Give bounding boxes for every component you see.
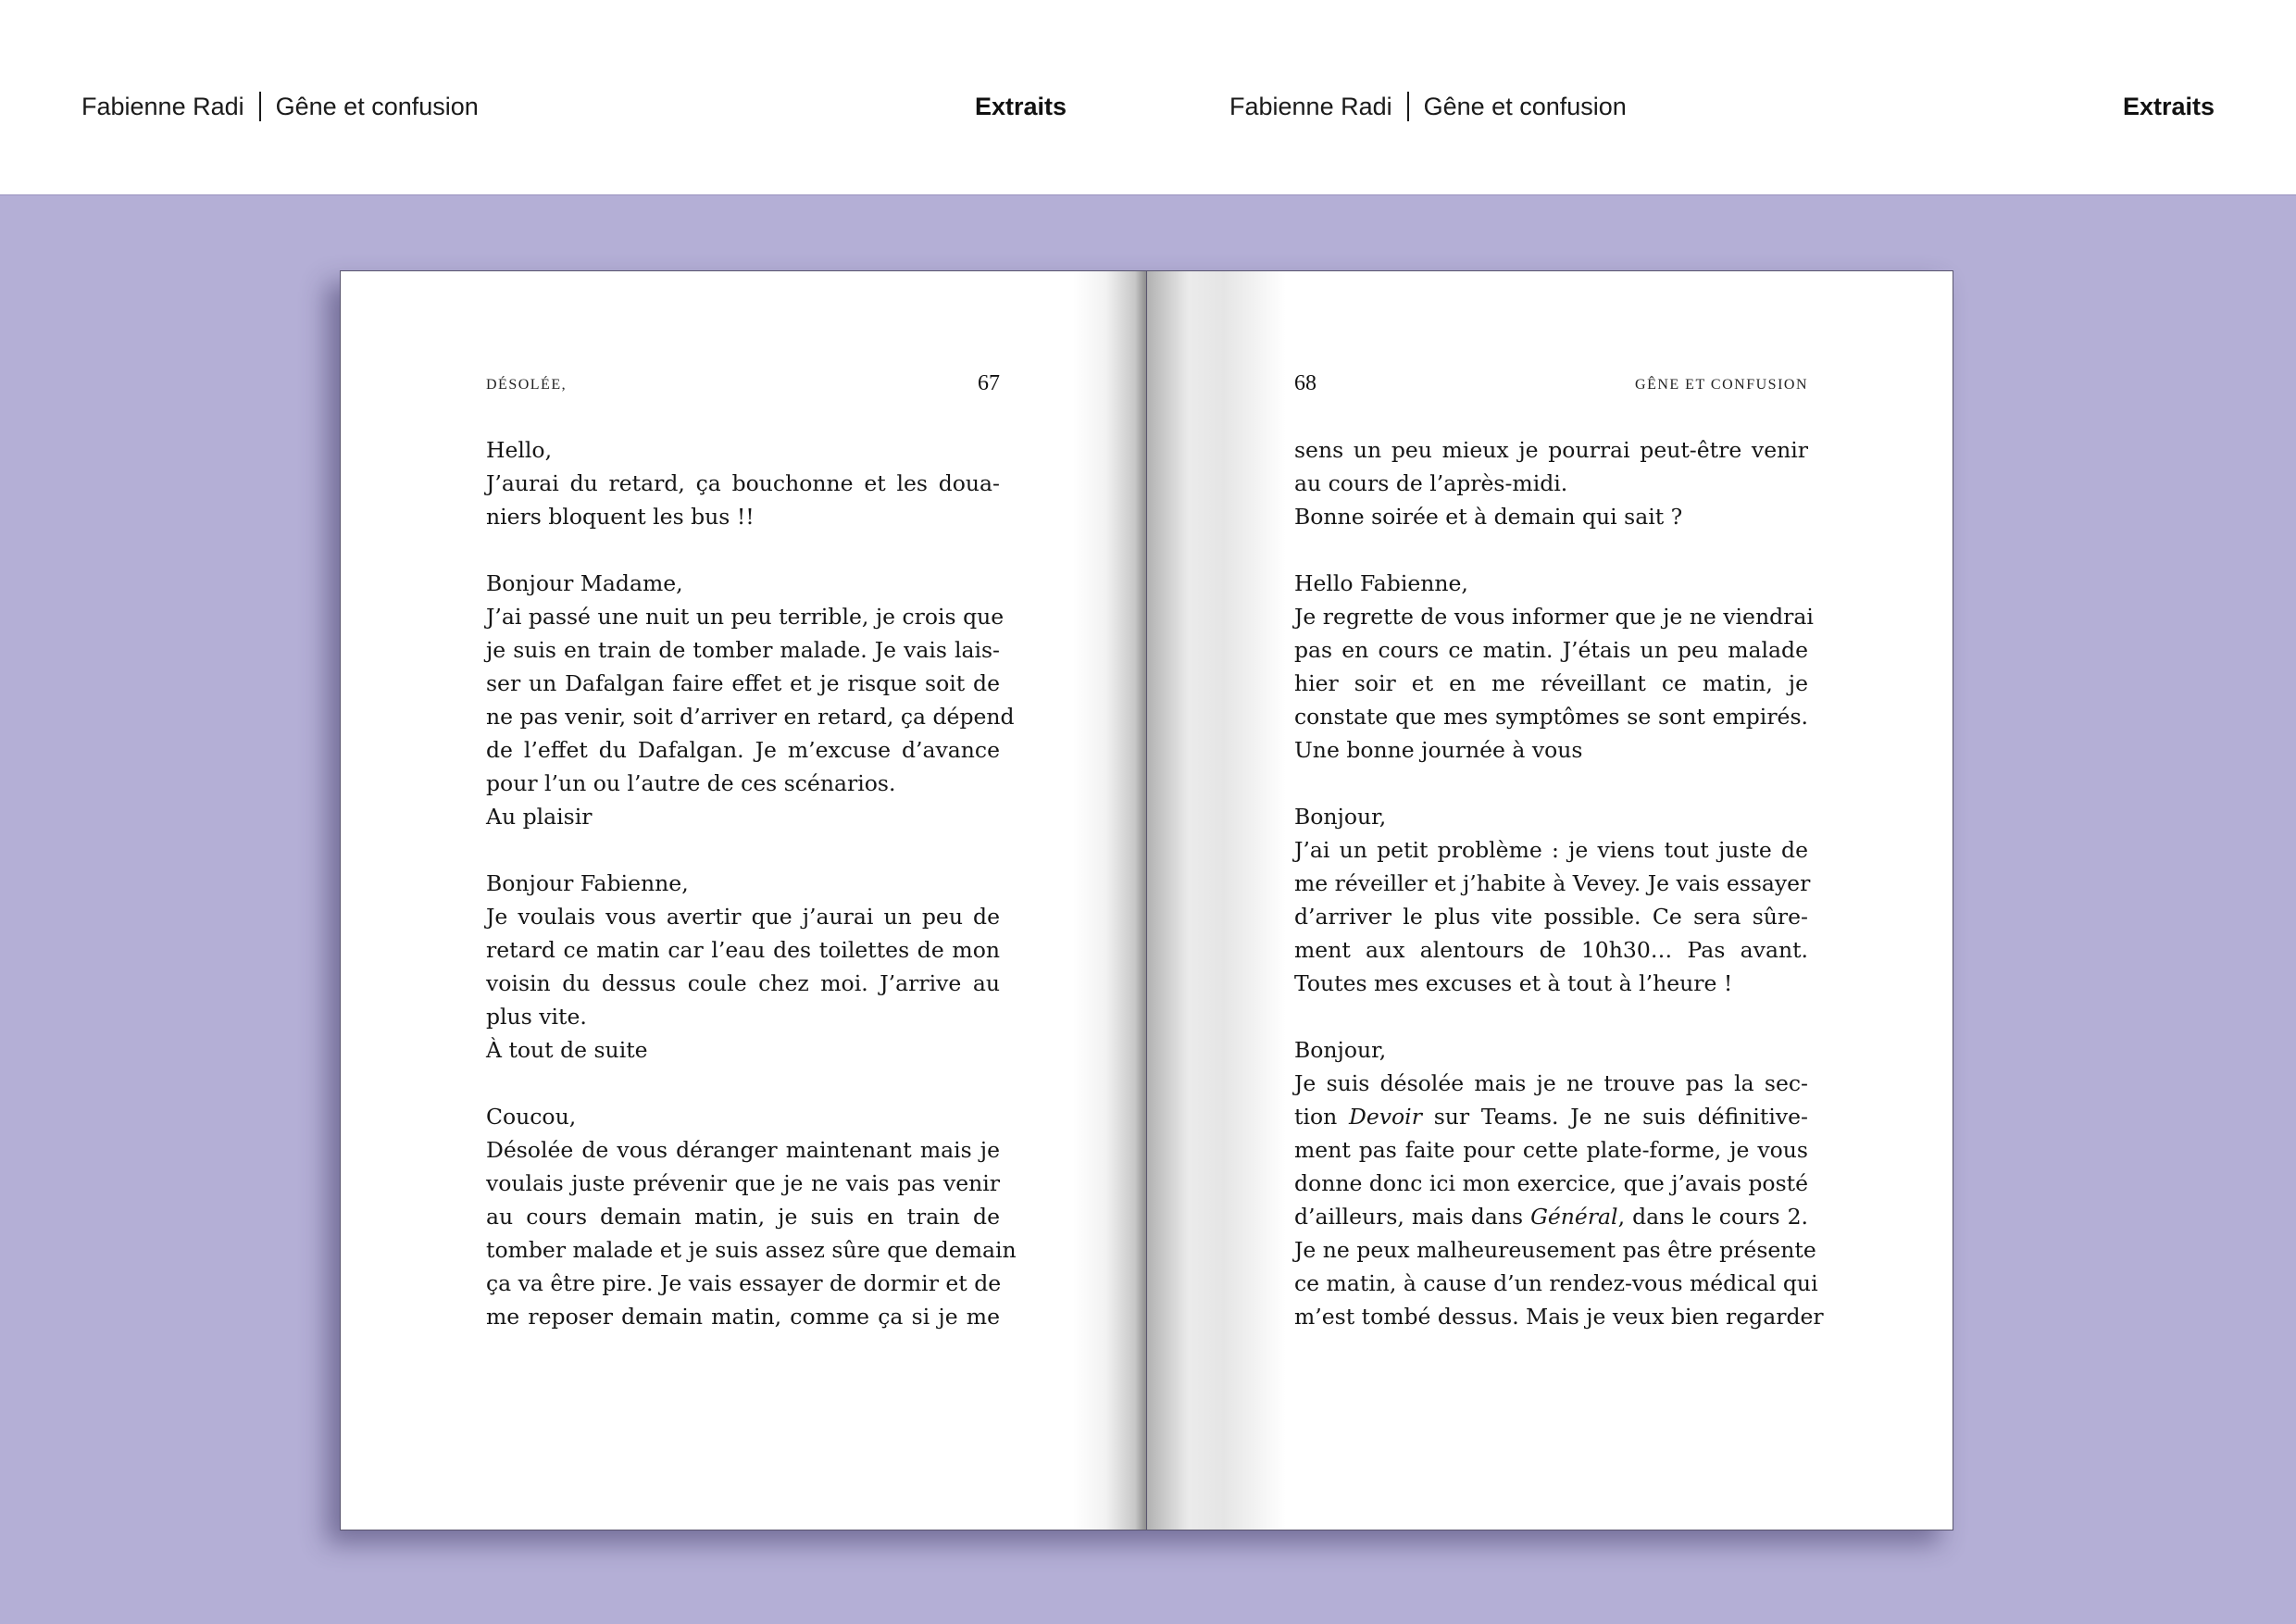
running-title: DÉSOLÉE,: [486, 377, 568, 393]
text-line: plus vite.: [486, 1004, 587, 1030]
left-page: [340, 270, 1147, 1530]
breadcrumb-left: [81, 88, 479, 125]
text-line: Désolée de vous déranger maintenant mais je: [486, 1137, 1000, 1163]
text-line: voisin du dessus coule chez moi. J’arrive au: [486, 970, 1000, 996]
text-line: Je ne peux malheureusement pas être présente: [1294, 1237, 1816, 1263]
text-line: Hello,: [486, 437, 553, 463]
page-text: [486, 433, 1017, 1333]
text-line: au cours demain matin, je suis en train de: [486, 1204, 1000, 1230]
text-line: hier soir et en me réveillant ce matin, je: [1294, 670, 1808, 696]
text-line: voulais juste prévenir que je ne vais pas venir: [486, 1170, 1000, 1196]
text-line: [1294, 533, 1808, 567]
text-line: Une bonne journée à vous: [1294, 737, 1583, 763]
text-line: m’est tombé dessus. Mais je veux bien regarder: [1294, 1304, 1824, 1330]
text-line: au cours de l’après-midi.: [1294, 470, 1568, 496]
text-line: Je suis désolée mais je ne trouve pas la sec-: [1294, 1070, 1808, 1096]
separator: [259, 92, 261, 121]
section-label: Extraits: [2122, 93, 2215, 120]
text-line: d’arriver le plus vite possible. Ce sera sûre-: [1294, 904, 1808, 930]
text-line: pas en cours ce matin. J’étais un peu malade: [1294, 637, 1808, 663]
running-head: [1294, 371, 1808, 399]
running-head: [486, 371, 1000, 399]
text-line: Bonne soirée et à demain qui sait ?: [1294, 504, 1683, 530]
text-line: constate que mes symptômes se sont empirés.: [1294, 704, 1808, 730]
text-line: pour l’un ou l’autre de ces scénarios.: [486, 770, 896, 796]
text-line: [486, 1067, 1000, 1100]
text-line: [486, 533, 1000, 567]
text-line: ça va être pire. Je vais essayer de dormir et de: [486, 1270, 1002, 1296]
text-line: ce matin, à cause d’un rendez-vous médical qui: [1294, 1270, 1818, 1296]
text-line: Je voulais vous avertir que j’aurai un peu de: [486, 904, 1000, 930]
book-title: Gêne et confusion: [1423, 93, 1627, 120]
running-title: GÊNE ET CONFUSION: [1635, 377, 1808, 393]
text-line: sens un peu mieux je pourrai peut-être venir: [1294, 437, 1808, 463]
text-line: Bonjour Fabienne,: [486, 870, 689, 896]
text-line: donne donc ici mon exercice, que j’avais posté: [1294, 1170, 1808, 1196]
text-line: [1294, 767, 1808, 800]
text-line: je suis en train de tomber malade. Je vais lais-: [486, 637, 1000, 663]
text-line: ser un Dafalgan faire effet et je risque soit de: [486, 670, 1000, 696]
header-bar: [0, 0, 2296, 195]
text-line: À tout de suite: [486, 1037, 648, 1063]
text-line: Je regrette de vous informer que je ne viendrai: [1294, 604, 1814, 630]
text-line: retard ce matin car l’eau des toilettes de mon: [486, 937, 1000, 963]
section-label: Extraits: [974, 93, 1067, 120]
text-line: [486, 833, 1000, 867]
page-number: 67: [978, 371, 1000, 395]
text-line: J’aurai du retard, ça bouchonne et les doua-: [486, 470, 1000, 496]
text-line: Au plaisir: [486, 804, 593, 830]
header-left: [81, 88, 1067, 125]
text-line: ne pas venir, soit d’arriver en retard, ça dépend: [486, 704, 1015, 730]
text-line: me réveiller et j’habite à Vevey. Je vais essayer: [1294, 870, 1811, 896]
author-name: Fabienne Radi: [1229, 93, 1392, 120]
text-line: Hello Fabienne,: [1294, 570, 1468, 596]
separator: [1407, 92, 1409, 121]
gutter-shadow: [1147, 271, 1286, 1530]
text-line: J’ai un petit problème : je viens tout juste de: [1294, 837, 1808, 863]
text-line: Toutes mes excuses et à tout à l’heure !: [1294, 970, 1733, 996]
gutter-shadow: [1072, 271, 1146, 1530]
text-line: Bonjour Madame,: [486, 570, 683, 596]
text-line: d’ailleurs, mais dans Général, dans le cours 2.: [1294, 1204, 1809, 1230]
text-line: J’ai passé une nuit un peu terrible, je crois que: [486, 604, 1004, 630]
book-title: Gêne et confusion: [275, 93, 479, 120]
text-line: Coucou,: [486, 1104, 577, 1130]
text-line: Bonjour,: [1294, 804, 1387, 830]
text-line: niers bloquent les bus !!: [486, 504, 755, 530]
text-line: tomber malade et je suis assez sûre que demain: [486, 1237, 1017, 1263]
text-line: ment aux alentours de 10h30… Pas avant.: [1294, 937, 1808, 963]
breadcrumb-right: [1229, 88, 1627, 125]
header-right: [1229, 88, 2215, 125]
page-number: 68: [1294, 371, 1316, 395]
text-line: tion Devoir sur Teams. Je ne suis définitive-: [1294, 1104, 1808, 1130]
book-spread: [340, 270, 1953, 1530]
text-line: ment pas faite pour cette plate-forme, je vous: [1294, 1137, 1808, 1163]
text-line: de l’effet du Dafalgan. Je m’excuse d’avance: [486, 737, 1000, 763]
author-name: Fabienne Radi: [81, 93, 244, 120]
page-text: [1294, 433, 1824, 1333]
right-page: [1146, 270, 1953, 1530]
text-line: Bonjour,: [1294, 1037, 1387, 1063]
text-line: me reposer demain matin, comme ça si je me: [486, 1304, 1000, 1330]
text-line: [1294, 1000, 1808, 1033]
